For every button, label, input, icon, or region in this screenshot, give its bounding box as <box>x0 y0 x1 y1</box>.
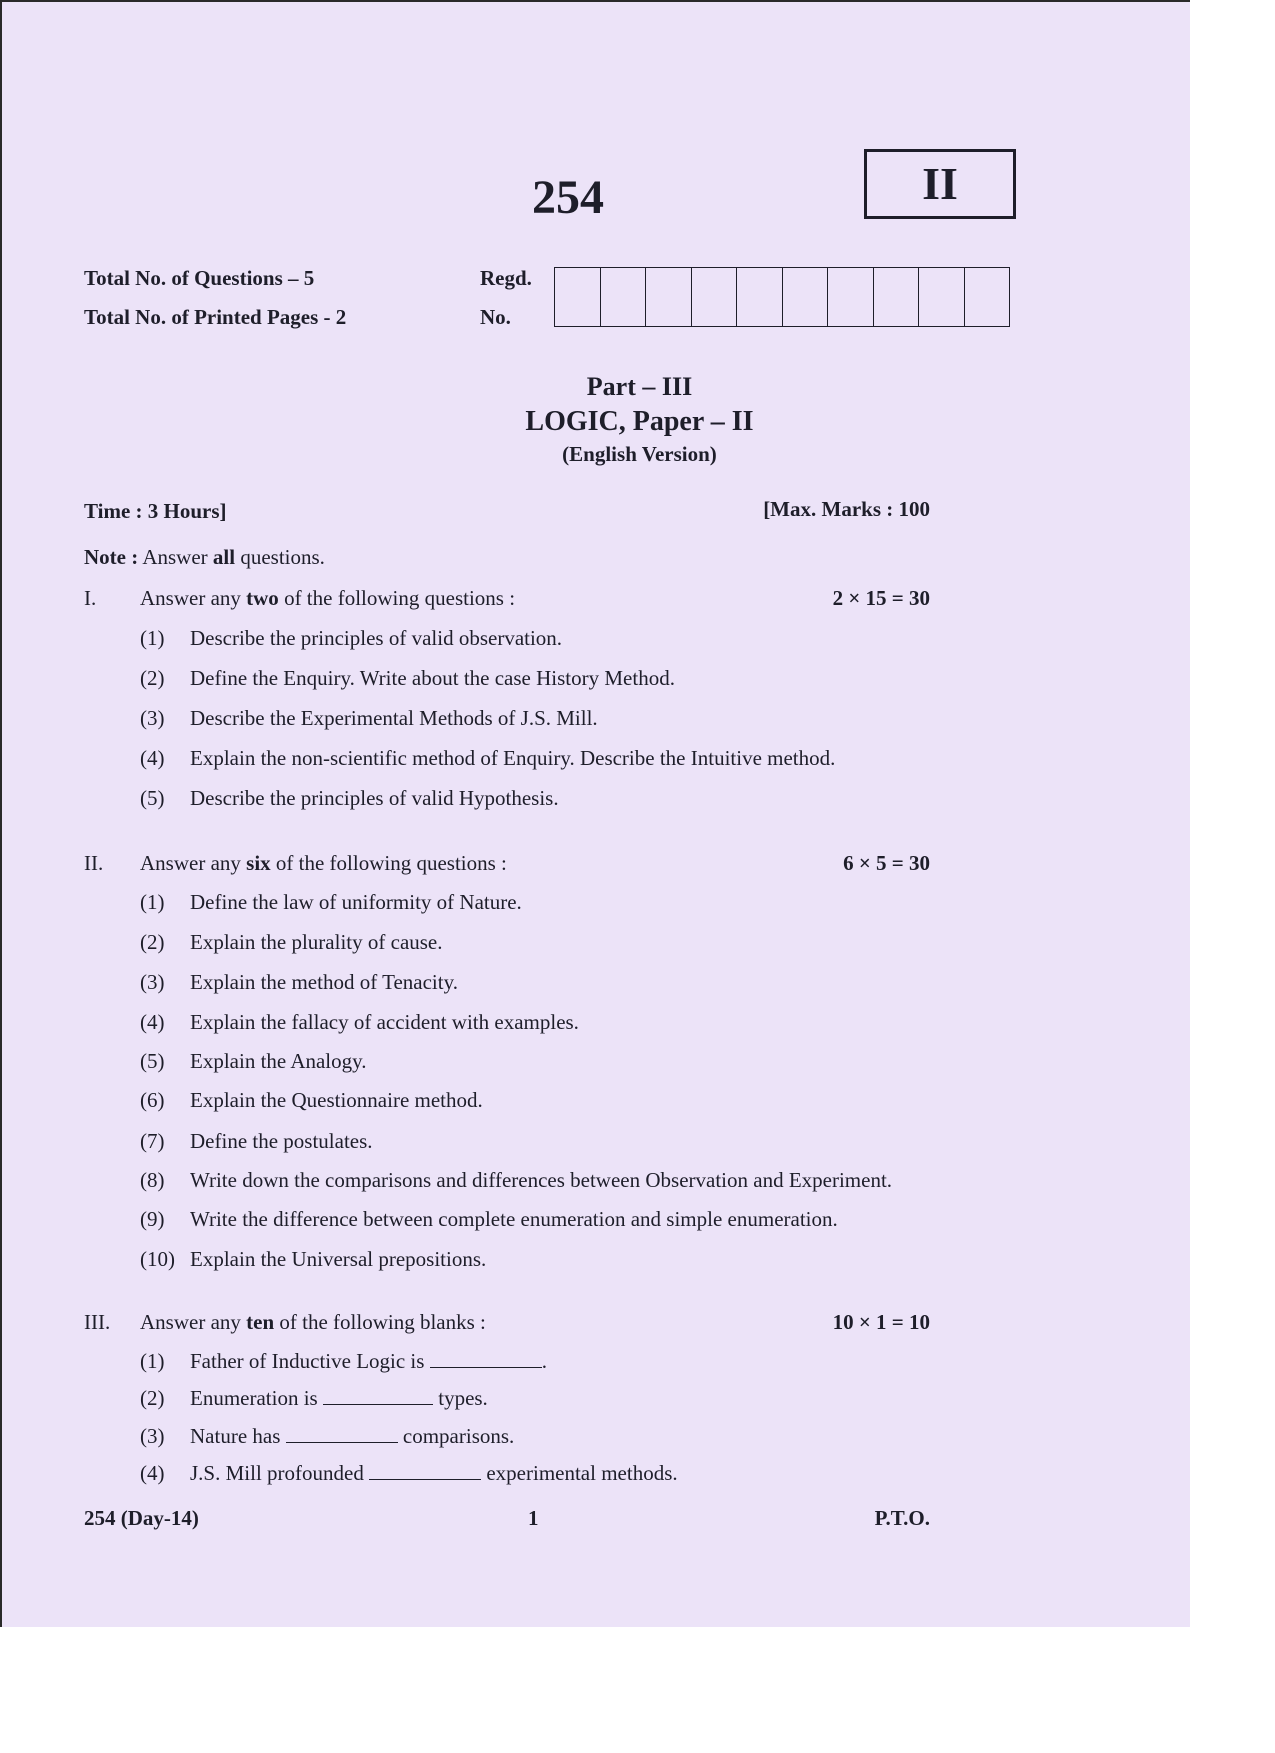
section-1-number: I. <box>84 586 97 610</box>
blank-before: Nature has <box>190 1424 286 1448</box>
question-number: (2) <box>140 1386 165 1410</box>
question-number: (3) <box>140 970 165 994</box>
blank-after: . <box>541 1349 547 1373</box>
blank-before: Father of Inductive Logic is <box>190 1349 430 1373</box>
total-pages: Total No. of Printed Pages - 2 <box>84 305 347 329</box>
time-label: Time : 3 Hours] <box>84 499 227 523</box>
section-2-instruction <box>140 851 507 876</box>
question-number: (9) <box>140 1207 165 1231</box>
regd-cell <box>601 268 647 326</box>
answer-blank <box>323 1386 433 1405</box>
question-text: Define the Enquiry. Write about the case History Method. <box>190 666 675 690</box>
regd-cell <box>965 268 1010 326</box>
pto-label: P.T.O. <box>874 1506 930 1530</box>
regd-cell <box>919 268 965 326</box>
section-3-marks: 10 × 1 = 10 <box>832 1310 930 1334</box>
question-number: (6) <box>140 1088 165 1112</box>
page-number: 1 <box>528 1506 539 1530</box>
question-text: Define the law of uniformity of Nature. <box>190 890 522 914</box>
blank-after: experimental methods. <box>481 1461 678 1485</box>
total-questions: Total No. of Questions – 5 <box>84 266 315 290</box>
instruction-post: of the following questions : <box>270 851 507 875</box>
question-text: Write the difference between complete enumeration and simple enumeration. <box>190 1207 838 1231</box>
regd-cell <box>874 268 920 326</box>
note-text-bold: all <box>212 545 236 569</box>
regd-cell <box>692 268 738 326</box>
question-number: (2) <box>140 666 165 690</box>
blank-before: J.S. Mill profounded <box>190 1461 370 1485</box>
regd-label: Regd. <box>480 266 532 290</box>
fill-blank-text <box>190 1424 514 1449</box>
question-number: (1) <box>140 890 165 914</box>
footer-code: 254 (Day-14) <box>84 1506 199 1530</box>
question-text: Explain the Questionnaire method. <box>190 1088 483 1112</box>
instruction-post: of the following blanks : <box>274 1310 486 1334</box>
question-text: Describe the principles of valid observation. <box>190 626 563 650</box>
note-label: Note : <box>84 545 139 569</box>
question-number: (10) <box>140 1247 175 1271</box>
question-text: Explain the plurality of cause. <box>190 930 443 954</box>
part-title: Part – III <box>586 372 693 401</box>
part-box-label: II <box>922 158 958 209</box>
question-text: Explain the method of Tenacity. <box>190 970 458 994</box>
question-number: (5) <box>140 786 165 810</box>
answer-blank <box>369 1461 481 1480</box>
section-1-instruction <box>140 586 515 611</box>
blank-after: comparisons. <box>397 1424 515 1448</box>
question-number: (1) <box>140 1349 165 1373</box>
question-text: Explain the fallacy of accident with examples. <box>190 1010 579 1034</box>
instruction-bold: six <box>246 851 271 875</box>
instruction-post: of the following questions : <box>278 586 516 610</box>
question-number: (3) <box>140 706 165 730</box>
question-text: Define the postulates. <box>190 1129 373 1153</box>
instruction-pre: Answer any <box>140 586 247 610</box>
part-box <box>864 149 1016 219</box>
question-text: Explain the Analogy. <box>190 1049 367 1073</box>
question-number: (4) <box>140 1461 165 1485</box>
regd-number-grid <box>554 267 1010 327</box>
note-text-post: questions. <box>235 545 325 569</box>
question-text: Write down the comparisons and differences between Observation and Experiment. <box>190 1168 893 1192</box>
max-marks: [Max. Marks : 100 <box>763 497 930 521</box>
question-number: (1) <box>140 626 165 650</box>
regd-no-label: No. <box>480 305 511 329</box>
question-number: (2) <box>140 930 165 954</box>
blank-before: Enumeration is <box>190 1386 323 1410</box>
note <box>84 545 325 570</box>
question-text: Explain the Universal prepositions. <box>190 1247 487 1271</box>
instruction-pre: Answer any <box>140 1310 247 1334</box>
fill-blank-text <box>190 1461 678 1486</box>
question-number: (7) <box>140 1129 165 1153</box>
note-text-pre: Answer <box>138 545 213 569</box>
instruction-bold: ten <box>246 1310 275 1334</box>
section-3-number: III. <box>84 1310 111 1334</box>
question-number: (8) <box>140 1168 165 1192</box>
question-text: Explain the non-scientific method of Enquiry. Describe the Intuitive method. <box>190 746 836 770</box>
regd-cell <box>737 268 783 326</box>
section-2-number: II. <box>84 851 104 875</box>
subject-title: LOGIC, Paper – II <box>525 406 754 437</box>
section-1-marks: 2 × 15 = 30 <box>832 586 930 610</box>
answer-blank <box>286 1424 398 1443</box>
blank-after: types. <box>432 1386 488 1410</box>
section-2-marks: 6 × 5 = 30 <box>843 851 930 875</box>
regd-cell <box>783 268 829 326</box>
regd-cell <box>555 268 601 326</box>
instruction-bold: two <box>246 586 279 610</box>
question-number: (4) <box>140 1010 165 1034</box>
fill-blank-text <box>190 1386 488 1411</box>
question-number: (5) <box>140 1049 165 1073</box>
paper-code: 254 <box>532 171 604 224</box>
question-text: Describe the principles of valid Hypothesis. <box>190 786 559 810</box>
question-number: (4) <box>140 746 165 770</box>
version-label: (English Version) <box>562 442 717 466</box>
regd-cell <box>646 268 692 326</box>
question-text: Describe the Experimental Methods of J.S. Mill. <box>190 706 598 730</box>
regd-cell <box>828 268 874 326</box>
question-number: (3) <box>140 1424 165 1448</box>
fill-blank-text <box>190 1349 547 1374</box>
section-3-instruction <box>140 1310 486 1335</box>
answer-blank <box>430 1349 542 1368</box>
instruction-pre: Answer any <box>140 851 247 875</box>
